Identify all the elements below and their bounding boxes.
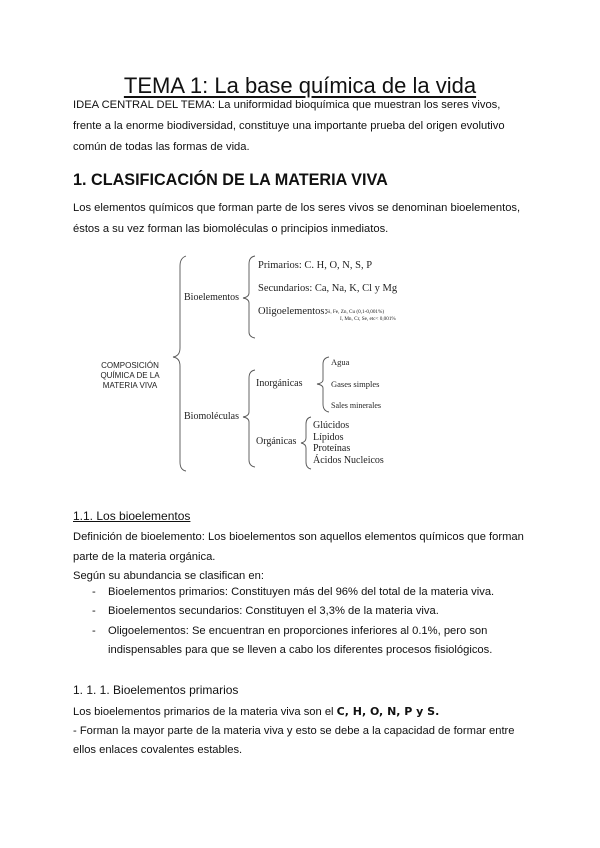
organicas-item-acidos: Ácidos Nucleicos [313, 454, 384, 466]
section11-line-2: parte de la materia orgánica. [73, 551, 216, 563]
section111-line-1-text: Los bioelementos primarios de la materia viva son el [73, 706, 337, 718]
root-line-1: COMPOSICIÓN [101, 361, 159, 370]
intro-line-3: común de todas las formas de vida. [73, 141, 250, 153]
organicas-item-glucidos: Glúcidos [313, 420, 350, 431]
section111-line-2: - Forman la mayor parte de la materia viva y esto se debe a la capacidad de formar entre [73, 725, 515, 737]
bullet-item-primarios: Bioelementos primarios: Constituyen más del 96% del total de la materia viva. [108, 586, 495, 598]
bullet-dash: - [92, 586, 96, 598]
oligoelementos-line-1: Si, Fe, Zn, Cu (0,1-0,001%) [326, 309, 385, 315]
diagram-root-label [90, 361, 170, 391]
section1-line-2: éstos a su vez forman las biomoléculas o principios inmediatos. [73, 223, 389, 235]
organicas-items [313, 420, 384, 466]
section11-line-3: Según su abundancia se clasifican en: [73, 570, 264, 582]
bullet-item-secundarios: Bioelementos secundarios: Constituyen el 3,3% de la materia viva. [108, 605, 439, 617]
organicas-item-lipidos: Lípidos [313, 431, 344, 443]
biomoleculas-label: Biomoléculas [184, 411, 239, 422]
intro-line-1: IDEA CENTRAL DEL TEMA: La uniformidad bioquímica que muestran los seres vivos, [73, 99, 501, 111]
section1-line-1: Los elementos químicos que forman parte de los seres vivos se denominan bioelementos, [73, 202, 521, 214]
inorganicas-label: Inorgánicas [256, 378, 303, 389]
oligoelementos-line-2: I, Mn, Cr, Se, etc< 0,001% [340, 316, 396, 322]
primary-elements-list: C, H, O, N, P y S. [336, 705, 440, 718]
inorganicas-item-sales: Sales minerales [331, 401, 381, 410]
page-title-text: TEMA 1: La base química de la vida [123, 73, 477, 98]
root-line-2: QUÍMICA DE LA [100, 371, 160, 380]
inorganicas-item-gases: Gases simples [331, 379, 380, 389]
bioelementos-label: Bioelementos [184, 292, 239, 303]
section-heading-1: 1. CLASIFICACIÓN DE LA MATERIA VIVA [73, 171, 388, 189]
oligoelementos-label: Oligoelementos: [258, 306, 328, 317]
section11-line-1: Definición de bioelemento: Los bioelementos son aquellos elementos químicos que forman [73, 531, 524, 543]
organicas-label: Orgánicas [256, 436, 297, 447]
bullet-item-oligoelementos-cont: indispensables para que se lleven a cabo los diferentes procesos fisiológicos. [108, 644, 493, 656]
section111-line-1 [73, 701, 439, 723]
secundarios-item: Secundarios: Ca, Na, K, Cl y Mg [258, 283, 398, 294]
intro-line-2: frente a la enorme biodiversidad, constituye una importante prueba del origen evolutivo [73, 120, 505, 132]
root-line-3: MATERIA VIVA [102, 381, 158, 390]
organicas-item-proteinas: Proteínas [313, 443, 351, 454]
bullet-item-oligoelementos: Oligoelementos: Se encuentran en proporciones inferiores al 0.1%, pero son [108, 625, 488, 637]
bullet-dash: - [92, 625, 96, 637]
primarios-item: Primarios: C. H, O, N, S, P [258, 260, 373, 271]
section-heading-1-1: 1.1. Los bioelementos [73, 509, 191, 523]
inorganicas-item-agua: Agua [331, 357, 350, 367]
section111-line-3: ellos enlaces covalentes estables. [73, 744, 243, 756]
bullet-dash: - [92, 605, 96, 617]
section-heading-1-1-1: 1. 1. 1. Bioelementos primarios [73, 683, 239, 697]
